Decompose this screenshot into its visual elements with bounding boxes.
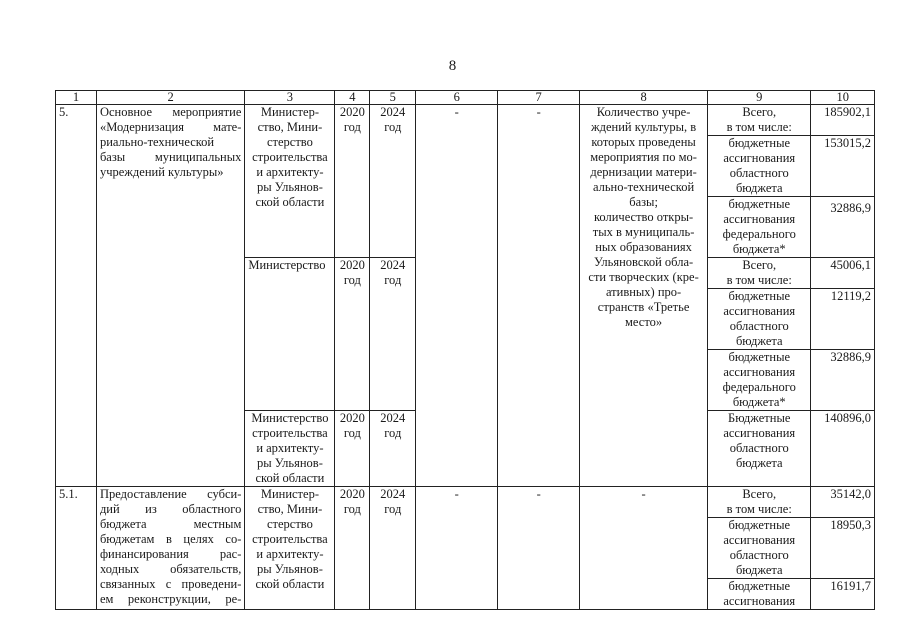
start-year-cell: 2020 год xyxy=(335,258,370,411)
funding-label: бюджетные ассигнования областного бюджета xyxy=(708,518,811,579)
header-cell: 6 xyxy=(416,91,498,105)
indicator-cell: - xyxy=(580,487,708,610)
funding-value: 140896,0 xyxy=(811,411,875,487)
page-number: 8 xyxy=(448,58,457,74)
header-cell: 2 xyxy=(96,91,244,105)
row-number: 5. xyxy=(56,105,97,487)
funding-label: бюджетные ассигнования xyxy=(708,579,811,610)
program-table xyxy=(55,90,875,610)
row-number: 5.1. xyxy=(56,487,97,610)
funding-value: 45006,1 xyxy=(811,258,875,289)
funding-value: 153015,2 xyxy=(811,136,875,197)
funding-label: бюджетные ассигнования областного бюджета xyxy=(708,289,811,350)
header-cell: 5 xyxy=(370,91,416,105)
executor-cell: Министерство xyxy=(245,258,335,411)
header-cell: 7 xyxy=(498,91,580,105)
executor-cell: Министерство строительства и архитекту- ры Ульянов- ской области xyxy=(245,411,335,487)
start-year-cell: 2020 год xyxy=(335,411,370,487)
header-cell: 9 xyxy=(708,91,811,105)
col6-cell: - xyxy=(416,487,498,610)
funding-label: Всего, в том числе: xyxy=(708,258,811,289)
funding-value: 35142,0 xyxy=(811,487,875,518)
funding-label: бюджетные ассигнования федерального бюджета* xyxy=(708,197,811,258)
funding-value: 32886,9 xyxy=(811,197,875,258)
funding-value: 32886,9 xyxy=(811,350,875,411)
funding-value: 18950,3 xyxy=(811,518,875,579)
funding-value: 16191,7 xyxy=(811,579,875,610)
table-row xyxy=(56,487,875,518)
funding-value: 12119,2 xyxy=(811,289,875,350)
header-cell: 10 xyxy=(811,91,875,105)
measure-name: Предоставление субси- дий из областного бюджета местным бюджетам в целях со- финансирования рас- ходных обязательств, связанных с проведени- ем реконструкции, ре- xyxy=(96,487,244,610)
end-year-cell: 2024 год xyxy=(370,487,416,610)
col7-cell: - xyxy=(498,487,580,610)
end-year-cell: 2024 год xyxy=(370,105,416,258)
header-row xyxy=(56,91,875,105)
col6-cell: - xyxy=(416,105,498,487)
end-year-cell: 2024 год xyxy=(370,411,416,487)
table-row xyxy=(56,105,875,136)
funding-label: бюджетные ассигнования федерального бюджета* xyxy=(708,350,811,411)
funding-label: бюджетные ассигнования областного бюджета xyxy=(708,136,811,197)
funding-value: 185902,1 xyxy=(811,105,875,136)
start-year-cell: 2020 год xyxy=(335,105,370,258)
executor-cell: Министер- ство, Мини- стерство строительства и архитекту- ры Ульянов- ской области xyxy=(245,487,335,610)
measure-name: Основное мероприятие «Модернизация мате- риально-технической базы муниципальных учреждений культуры» xyxy=(96,105,244,487)
start-year-cell: 2020 год xyxy=(335,487,370,610)
header-cell: 8 xyxy=(580,91,708,105)
end-year-cell: 2024 год xyxy=(370,258,416,411)
indicator-cell: Количество учре- ждений культуры, в которых проведены мероприятия по мо- дернизации матери- ально-технической базы; количество откры- тых в муниципаль- ных образованиях Ульяновской обла- сти творческих (кре- ативных) про- странств «Третье место» xyxy=(580,105,708,487)
header-cell: 3 xyxy=(245,91,335,105)
funding-label: Всего, в том числе: xyxy=(708,105,811,136)
funding-label: Всего, в том числе: xyxy=(708,487,811,518)
col7-cell: - xyxy=(498,105,580,487)
header-cell: 4 xyxy=(335,91,370,105)
executor-cell: Министер- ство, Мини- стерство строительства и архитекту- ры Ульянов- ской области xyxy=(245,105,335,258)
funding-label: Бюджетные ассигнования областного бюджета xyxy=(708,411,811,487)
header-cell: 1 xyxy=(56,91,97,105)
